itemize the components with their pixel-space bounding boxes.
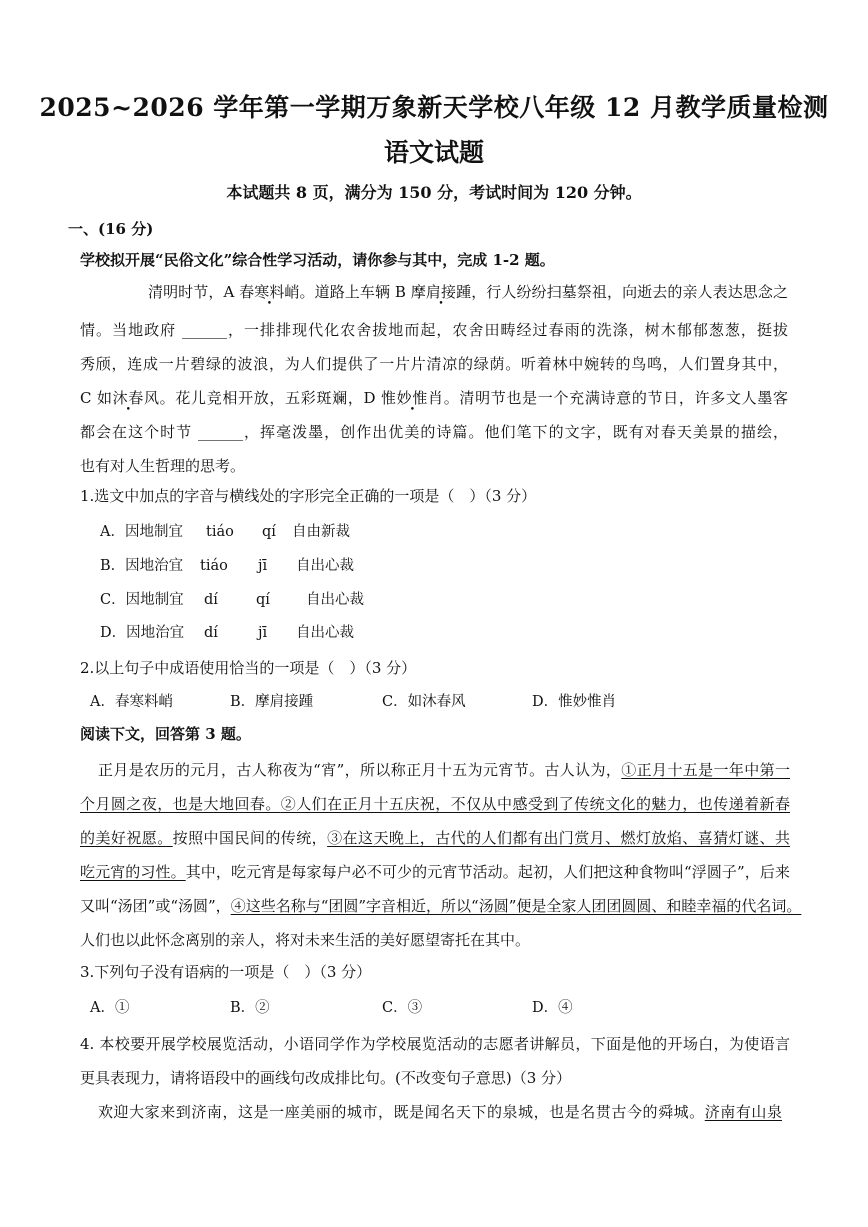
reading-line-3: 的美好祝愿。按照中国民间的传统，③在这天晚上，古代的人们都有出门赏月、燃灯放焰、喜猜灯谜、共 xyxy=(80,829,790,847)
underlined-sentence-1: ①正月十五是一年中第一 xyxy=(621,761,790,779)
reading-line-1: 正月是农历的元月，古人称夜为“宵”，所以称正月十五为元宵节。古人认为，①正月十五是一年中第一 xyxy=(98,761,790,779)
reading-line-4: 吃元宵的习性。其中，吃元宵是每家每户必不可少的元宵节活动。起初，人们把这种食物叫“浮圆子”，后来 xyxy=(80,863,790,881)
passage-line-5: 都会在这个时节 ______，挥毫泼墨，创作出优美的诗篇。他们笔下的文字，既有对春天美景的描绘， xyxy=(80,423,788,441)
question-2-stem: 2.以上句子中成语使用恰当的一项是（ ）（3 分） xyxy=(80,659,417,677)
q1-option-b-pinyin-2: jī xyxy=(258,558,268,574)
q1-option-d-pinyin-2: jī xyxy=(258,625,268,641)
q1-option-b: B．因地治宜 xyxy=(100,558,184,574)
passage-line-1: 清明时节，A 春寒料峭。道路上车辆 B 摩肩接踵，行人纷纷扫墓祭祖，向逝去的亲人表达思念之 xyxy=(148,283,788,301)
q1-option-c: C．因地制宜 xyxy=(100,592,184,608)
question-4-line-3: 欢迎大家来到济南，这是一座美丽的城市，既是闻名天下的泉城，也是名贯古今的舜城。济南有山泉 xyxy=(98,1103,782,1121)
exam-note: 本试题共 8 页，满分为 150 分，考试时间为 120 分钟。 xyxy=(226,183,642,202)
exam-subtitle: 语文试题 xyxy=(383,138,484,167)
underlined-sentence-q4: 济南有山泉 xyxy=(704,1103,782,1121)
q2-option-d: D．惟妙惟肖 xyxy=(532,694,617,710)
question-1-stem: 1.选文中加点的字音与横线处的字形完全正确的一项是（ ）（3 分） xyxy=(80,487,537,505)
q1-option-d-word: 自出心裁 xyxy=(296,625,354,641)
q2-option-c: C．如沐春风 xyxy=(382,694,466,710)
reading-line-2: 个月圆之夜，也是大地回春。②人们在正月十五庆祝，不仅从中感受到了传统文化的魅力，也传递着新春 xyxy=(80,795,790,813)
dotted-word: 惟妙惟肖 xyxy=(380,389,444,407)
q2-option-b: B．摩肩接踵 xyxy=(230,694,314,710)
q3-option-a: A．① xyxy=(90,1000,130,1016)
question-4-line-2: 更具表现力，请将语段中的画线句改成排比句。(不改变句子意思)（3 分） xyxy=(80,1069,572,1087)
q1-option-c-pinyin-2: qí xyxy=(256,592,270,608)
dotted-word: 春寒料峭 xyxy=(239,283,300,301)
underlined-sentence-3: ③在这天晚上，古代的人们都有出门赏月、燃灯放焰、喜猜灯谜、共 xyxy=(327,829,790,847)
reading-line-5: 又叫“汤团”或“汤圆”，④这些名称与“团圆”字音相近，所以“汤圆”便是全家人团团圆圆、和睦幸福的代名词。 xyxy=(80,897,802,915)
q3-option-b: B．② xyxy=(230,1000,270,1016)
q1-option-c-pinyin-1: dí xyxy=(204,592,218,608)
q1-option-a: A．因地制宜 xyxy=(100,524,183,540)
dotted-word: 如沐春风 xyxy=(96,389,160,407)
activity-intro: 学校拟开展“民俗文化”综合性学习活动，请你参与其中，完成 1-2 题。 xyxy=(80,251,555,269)
exam-title: 2025~2026 学年第一学期万象新天学校八年级 12 月教学质量检测 xyxy=(39,93,829,122)
q1-option-d: D．因地治宜 xyxy=(100,625,185,641)
q1-option-a-word: 自由新裁 xyxy=(292,524,350,540)
question-3-stem: 3.下列句子没有语病的一项是（ ）（3 分） xyxy=(80,963,372,981)
q3-option-c: C．③ xyxy=(382,1000,423,1016)
q3-option-d: D．④ xyxy=(532,1000,573,1016)
dotted-word: 摩肩接踵 xyxy=(410,283,472,301)
q1-option-d-pinyin-1: dí xyxy=(204,625,218,641)
passage-line-6: 也有对人生哲理的思考。 xyxy=(80,457,246,475)
passage-line-2: 情。当地政府 ______，一排排现代化农舍拔地而起，农舍田畴经过春雨的洗涤，树木郁郁葱葱，挺拔 xyxy=(80,321,788,339)
passage-line-4: C 如沐春风。花儿竞相开放，五彩斑斓，D 惟妙惟肖。清明节也是一个充满诗意的节日，许多文人墨客 xyxy=(80,389,788,407)
reading-heading: 阅读下文，回答第 3 题。 xyxy=(80,725,251,743)
underlined-sentence-4: ④这些名称与“团圆”字音相近，所以“汤圆”便是全家人团团圆圆、和睦幸福的代名词。 xyxy=(230,897,802,915)
section-heading: 一、(16 分) xyxy=(68,220,154,238)
reading-line-6: 人们也以此怀念离别的亲人，将对未来生活的美好愿望寄托在其中。 xyxy=(80,931,531,949)
underlined-sentence-2: ②人们在正月十五庆祝，不仅从中感受到了传统文化的魅力，也传递着新春 xyxy=(280,795,790,813)
q2-option-a: A．春寒料峭 xyxy=(90,694,173,710)
passage-line-3: 秀颀，连成一片碧绿的波浪，为人们提供了一片片清凉的绿荫。听着林中婉转的鸟鸣，人们置身其中， xyxy=(80,355,788,373)
q1-option-c-word: 自出心裁 xyxy=(306,592,364,608)
q1-option-b-word: 自出心裁 xyxy=(296,558,354,574)
q1-option-a-pinyin-1: tiáo xyxy=(206,524,234,540)
q1-option-b-pinyin-1: tiáo xyxy=(200,558,228,574)
q1-option-a-pinyin-2: qí xyxy=(262,524,276,540)
question-4-line-1: 4. 本校要开展学校展览活动，小语同学作为学校展览活动的志愿者讲解员，下面是他的开场白，为使语言 xyxy=(80,1035,790,1053)
